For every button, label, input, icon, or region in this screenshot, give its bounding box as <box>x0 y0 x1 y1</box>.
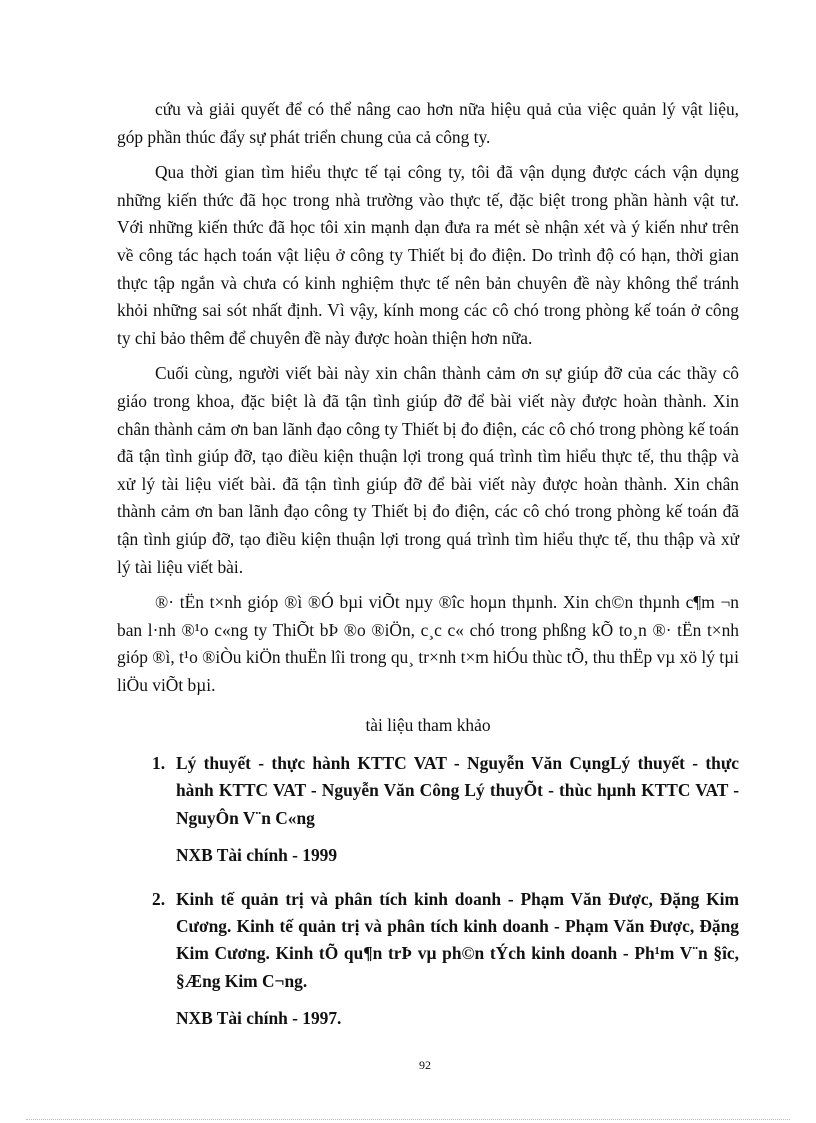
paragraph-conclusion-end: cứu và giải quyết để có thể nâng cao hơn nữa hiệu quả của việc quản lý vật liệu, góp phần thúc đẩy sự phát triển chung của cả công ty. <box>117 99 739 147</box>
reference-publisher: NXB Tài chính - 1999 <box>176 845 338 866</box>
references-heading: tài liệu tham khảo <box>365 715 491 735</box>
reference-item-1 <box>152 750 739 870</box>
reference-text: Kinh tế quản trị và phân tích kinh doanh - Phạm Văn Được, Đặng Kim Cương. Kinh tế quản trị và phân tích kinh doanh - Phạm Văn Được, Đặng Kim Cương. Kinh tÕ qu¶n trÞ vµ ph©n tÝch kinh doanh - Ph¹m V¨n §îc, §Æng Kim C¬ng. <box>176 888 739 991</box>
body-text <box>117 96 739 707</box>
paragraph-acknowledgement: Cuối cùng, người viết bài này xin chân thành cảm ơn sự giúp đỡ của các thầy cô giáo trong khoa, đặc biệt là đã tận tình giúp đỡ để bài viết này được hoàn thành. Xin chân thành cảm ơn ban lãnh đạo công ty Thiết bị đo điện, các cô chó trong phòng kế toán đã tận tình giúp đỡ, tạo điều kiện thuận lợi trong quá trình tìm hiểu thực tế, thu thập và xử lý tài liệu viết bài. đã tận tình giúp đỡ để bài viết này được hoàn thành. Xin chân thành cảm ơn ban lãnh đạo công ty Thiết bị đo điện, các cô chó trong phòng kế toán đã tận tình giúp đỡ, tạo điều kiện thuận lợi trong quá trình tìm hiểu thực tế, thu thập và xử lý tài liệu viết bài. <box>117 363 739 577</box>
reference-number: 2. <box>152 888 166 909</box>
reference-publisher: NXB Tài chính - 1997. <box>176 1008 342 1029</box>
paragraph-internship: Qua thời gian tìm hiểu thực tế tại công ty, tôi đã vận dụng được cách vận dụng những kiến thức đã học trong nhà trường vào thực tế, đặc biệt trong phần hành vật tư. Với những kiến thức đã học tôi xin mạnh dạn đưa ra mét sè nhận xét và ý kiến như trên về công tác hạch toán vật liệu ở công ty Thiết bị đo điện. Do trình độ có hạn, thời gian thực tập ngắn và chưa có kinh nghiệm thực tế nên bản chuyên đề này không thể tránh khỏi những sai sót nhất định. Vì vậy, kính mong các cô chó trong phòng kế toán ở công ty chỉ bảo thêm để chuyên đề này được hoàn thiện hơn nữa. <box>117 162 739 348</box>
reference-item-2 <box>152 886 739 1033</box>
page-bottom-divider <box>26 1119 790 1120</box>
reference-number: 1. <box>152 753 166 773</box>
reference-text: Lý thuyết - thực hành KTTC VAT - Nguyễn Văn CụngLý thuyết - thực hành KTTC VAT - Nguyễn Văn Công Lý thuyÕt - thùc hµnh KTTC VAT - NguyÔn V¨n C«ng <box>176 753 739 828</box>
page-number: 92 <box>419 1058 431 1072</box>
references-list <box>152 750 739 1033</box>
paragraph-acknowledgement-legacy-encoding: ®· tËn t×nh gióp ®ì ®Ó bµi viÕt nµy ®îc hoµn thµnh. Xin ch©n thµnh c¶m ¬n ban l·nh ®¹o c«ng ty ThiÕt bÞ ®o ®iÖn, c¸c c« chó trong phßng kÕ to¸n ®· tËn t×nh gióp ®ì, t¹o ®iÒu kiÖn thuËn lîi trong qu¸ tr×nh t×m hiÓu thùc tÕ, thu thËp vµ xö lý tµi liÖu viÕt bµi. <box>117 592 739 695</box>
